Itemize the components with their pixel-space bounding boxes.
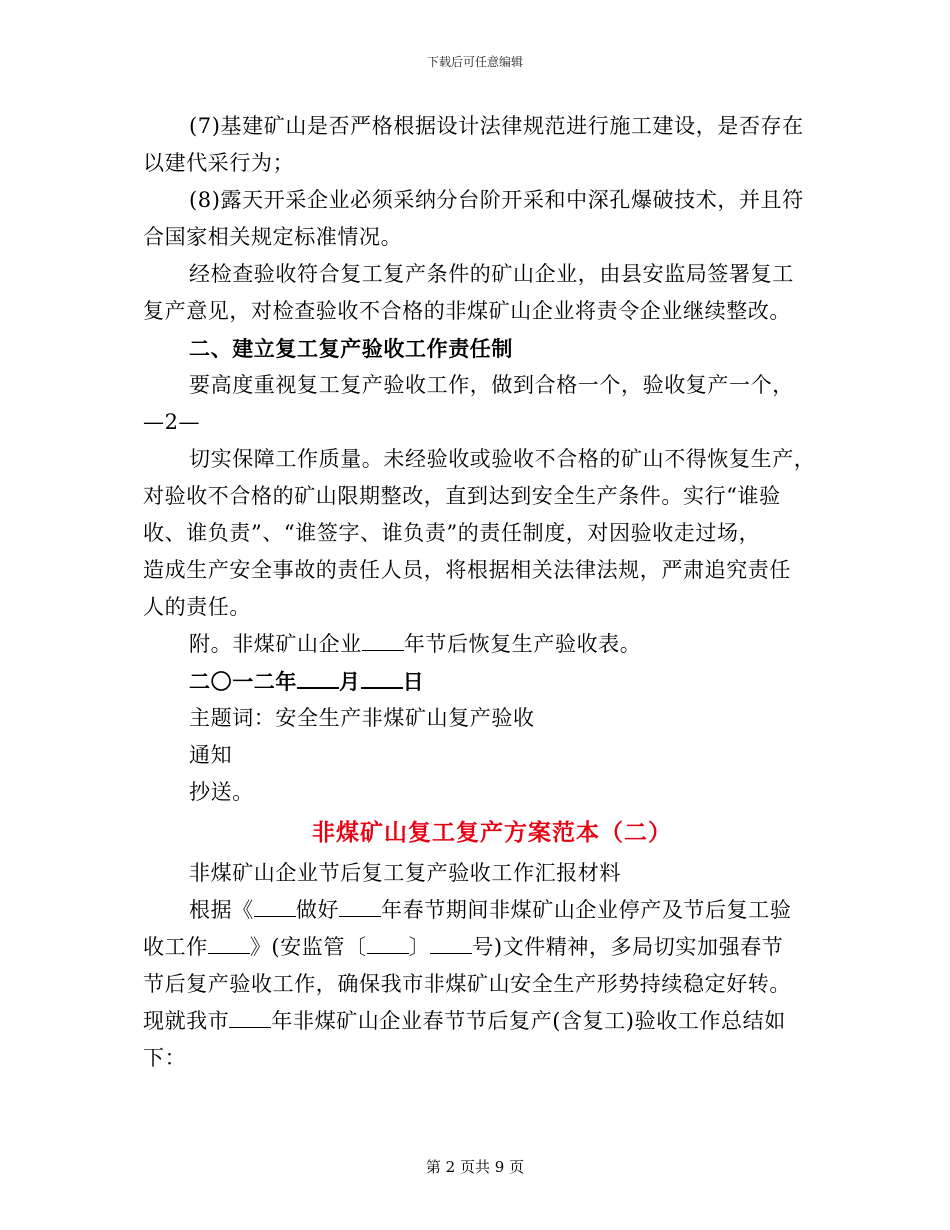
section-heading-2: 二、建立复工复产验收工作责任制 — [189, 336, 513, 361]
p4-text-g: 号)文件精神，多局切实加强春节 — [472, 935, 784, 959]
paragraph-3-line-1: 切实保障工作质量。未经验收或验收不合格的矿山不得恢复生产， — [189, 447, 816, 471]
p4-text-b: 做好 — [295, 898, 340, 922]
page-marker: —2— — [143, 410, 201, 434]
p4-text-i: 年非煤矿山企业春节节后复产(含复工)验收工作总结如 — [271, 1009, 786, 1033]
paragraph-2-line-1: 要高度重视复工复产验收工作，做到合格一个，验收复产一个， — [189, 373, 794, 397]
paragraph-4-line-4 — [143, 1003, 813, 1040]
blank-5 — [430, 935, 472, 954]
item-8-line-2: 合国家相关规定标准情况。 — [143, 225, 403, 249]
page-number-footer: 第 2 页共 9 页 — [425, 1158, 525, 1176]
paragraph-3-line-5: 人的责任。 — [143, 595, 251, 619]
cc-line: 抄送。 — [189, 780, 254, 804]
paragraph-4-line-2 — [143, 929, 813, 966]
header-note: 下载后可任意编辑 — [426, 55, 523, 69]
month-blank — [297, 669, 339, 689]
paragraph-3-line-3: 收、谁负责”、“谁签字、谁负责”的责任制度，对因验收走过场， — [143, 521, 761, 545]
document-body — [143, 108, 816, 1077]
blank-3 — [208, 935, 250, 954]
date-year: 二〇一二年 — [189, 669, 297, 694]
blank-2 — [339, 898, 381, 917]
attachment-text-a: 附。非煤矿山企业 — [189, 632, 362, 656]
paragraph-4-line-5: 下： — [143, 1046, 187, 1070]
paragraph-1-line-2: 复产意见，对检查验收不合格的非煤矿山企业将责令企业继续整改。 — [143, 299, 791, 323]
keywords-line: 主题词：安全生产非煤矿山复产验收 — [189, 706, 535, 730]
p4-text-d: 收工作 — [143, 935, 208, 959]
p4-text-c: 年春节期间非煤矿山企业停产及节后复工验 — [381, 898, 792, 922]
notice-line: 通知 — [189, 743, 233, 767]
item-7-line-2: 以建代采行为； — [143, 151, 295, 175]
section-title-2: 非煤矿山复工复产方案范本（二） — [312, 819, 672, 846]
paragraph-3-line-2: 对验收不合格的矿山限期整改，直到达到安全生产条件。实行“谁验 — [143, 484, 781, 508]
year-blank — [362, 632, 404, 651]
item-7-line-1: (7)基建矿山是否严格根据设计法律规范进行施工建设，是否存在 — [189, 114, 804, 138]
paragraph-1-line-1: 经检查验收符合复工复产条件的矿山企业，由县安监局签署复工 — [189, 262, 794, 286]
item-8-line-1: (8)露天开采企业必须采纳分台阶开采和中深孔爆破技术，并且符 — [189, 188, 804, 212]
date-day: 日 — [402, 669, 425, 694]
date-month: 月 — [339, 669, 361, 694]
p4-text-e: 》(安监管〔 — [249, 935, 367, 959]
p4-text-f: 〕 — [408, 935, 431, 959]
paragraph-4-line-1 — [143, 892, 813, 929]
report-subtitle: 非煤矿山企业节后复工复产验收工作汇报材料 — [189, 861, 621, 885]
paragraph-3-line-4: 造成生产安全事故的责任人员，将根据相关法律法规，严肃追究责任 — [143, 558, 791, 582]
blank-4 — [367, 935, 409, 954]
blank-1 — [254, 898, 296, 917]
date-line — [143, 663, 813, 700]
blank-6 — [229, 1009, 271, 1028]
paragraph-4-line-3: 节后复产验收工作，确保我市非煤矿山安全生产形势持续稳定好转。 — [143, 972, 791, 996]
p4-text-a: 根据《 — [189, 898, 254, 922]
p4-text-h: 现就我市 — [143, 1009, 230, 1033]
attachment-line — [143, 626, 813, 663]
attachment-text-b: 年节后恢复生产验收表。 — [403, 632, 642, 656]
day-blank — [361, 669, 403, 689]
